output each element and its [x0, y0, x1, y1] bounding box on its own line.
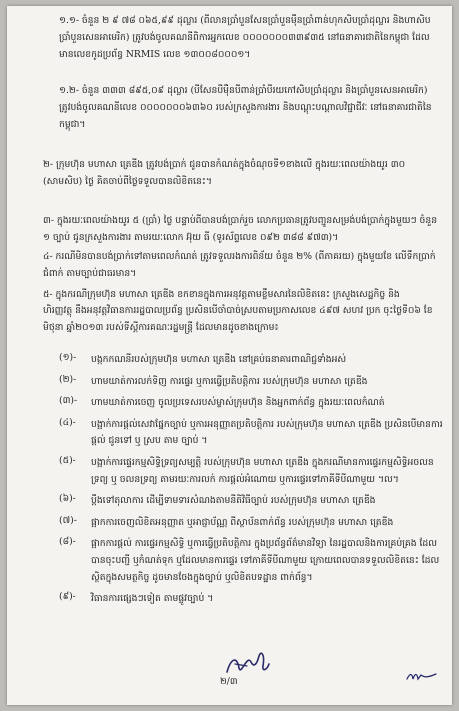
- initial-mark: [405, 669, 439, 683]
- list-item-number: (៤)-: [59, 416, 76, 428]
- list-item: [59, 374, 443, 391]
- list-item-text: វិធានការផ្សេងៗទៀត តាមផ្លូវច្បាប់ ។: [91, 593, 214, 605]
- list-item-number: (៨)-: [59, 536, 76, 548]
- measures-list: [59, 352, 443, 613]
- list-item: [59, 515, 443, 532]
- paragraph-5-cont: ហិរញ្ញវត្ថុ នឹងអនុវត្តវិធានការរដ្ឋបាលប្រព័ន្ធ ប្រសិនបើចាំបាច់ស្របតាមប្រកាសលេខ ៤៩៧ សហវ ប្រក ចុះថ្ងៃទី០៦ ខែមិថុនា ឆ្នាំ២០១៣ របស់ទីស្តីការគណៈរដ្ឋមន្ត្រី ដែលមានដូចខាងក្រោម៖: [43, 305, 433, 334]
- list-item-text: ប្តឹងទៅតុលាការ ដើម្បីទាមទារសំណងតាមនីតិវិធីច្បាប់ របស់ក្រុមហ៊ុន មហាសា ត្រេឌីង: [91, 495, 376, 507]
- list-item-number: (៥)-: [59, 454, 76, 466]
- paragraph-1-2: ១.២- ចំនួន ៣៣៣ ៨៩៥,០៩ ដុល្លារ (បីសែនបីម៉ឺនបីពាន់ប្រាំបីរយកៅសិបប្រាំដុល្លារ និងប្រាំបួនសេនអាមេរិក) ត្រូវបង់ចូលគណនីលេខ ០០០០០០០៦៣៦០ របស់ក្រសួងការងារ និងបណ្តុះបណ្តាលវិជ្ជាជីវៈ នៅធនាគារជាតិនៃកម្ពុជា។: [59, 85, 432, 131]
- list-item-number: (៦)-: [59, 493, 76, 505]
- list-item-text: ផ្អាកការចេញលិខិតអនុញ្ញាត ឬអាជ្ញាប័ណ្ណ ពីស្ថាប័នពាក់ព័ន្ធ របស់ក្រុមហ៊ុន មហាសា ត្រេឌីង: [91, 516, 394, 528]
- list-item: [59, 493, 443, 510]
- list-item: [59, 455, 443, 488]
- list-item-number: (១)-: [59, 352, 77, 363]
- list-item: [59, 591, 443, 608]
- paragraph-1-1: ១.១- ចំនួន ២ ៩ ៧៨ ០៦៥,៩៩ ដុល្លារ (ពីលានប្រាំបួនសែនប្រាំបួនម៉ឺនប្រាំពាន់ហុកសិបប្រាំដុល្លារ និងហាសិបប្រាំបួនសេនអាមេរិក) ត្រូវបង់ចូលគណនីពិការអ្នកលេខ ០០០០០០០៣៣៩៣៥ នៅធនាគារជាតិនៃកម្ពុជា ដែលមានលេខកូដប្រព័ន្ធ NRMIS លេខ ១៣០០៨០០០១។: [59, 15, 431, 61]
- list-item-text: បង្អាក់ការផ្ទេរកម្មសិទ្ធិទ្រព្យសម្បត្តិ របស់ក្រុមហ៊ុន មហាសា ត្រេឌីង ក្នុងករណីមានការផ្ទេរកម្មសិទ្ធិអចលនទ្រព្យ ឬ ចលនទ្រព្យ តាមរយៈការលក់ ការផ្តល់អំណោយ ឬការផ្ទេរទៅភាគីទីបីណាមួយ ។ល។: [91, 456, 434, 485]
- paragraph-2: ២- ក្រុមហ៊ុន មហាសា ត្រេឌីង ត្រូវបង់ប្រាក់ ជូនបានកំណត់ក្នុងចំណុចទី១ខាងលើ ក្នុងរយៈពេលយ៉ាងយូរ ៣០ (សាមសិប) ថ្ងៃ គិតចាប់ពីថ្ងៃទទួលបានលិខិតនេះ។: [43, 159, 409, 188]
- paragraph-3: ៣- ក្នុងរយៈពេលយ៉ាងយូរ ៥ (ប្រាំ) ថ្ងៃ បន្ទាប់ពីបានបង់ប្រាក់រួច លោកប្រធានត្រូវបញ្ជូនសម្រង់បង់ប្រាក់ក្នុងមួយៗ ចំនួន ១ ច្បាប់ ជូនក្រសួងការងារ តាមរយៈលោក អ៊ុយ ធី (ទូរស័ព្ទលេខ ០៩២ ៣៨៨ ៩៧៣)។: [43, 215, 440, 244]
- list-item-number: (២)-: [59, 373, 77, 385]
- list-item: [59, 417, 443, 450]
- list-item-text: ហាមឃាត់ការលក់ទិញ ការផ្ទេរ ឬការធ្វើប្រតិបត្តិការ របស់ក្រុមហ៊ុន មហាសា ត្រេឌីង: [91, 375, 368, 387]
- list-item-number: (៧)-: [59, 514, 77, 526]
- paragraph-4: ៤- ករណីមិនបានបង់ប្រាក់ទៅតាមពេលកំណត់ ត្រូវទទួលរងការពិន័យ ចំនួន ២% (ពីភាគរយ) ក្នុងមួយខែ លើទឹកប្រាក់ជំពាក់ តាមច្បាប់ជាធរមាន។: [43, 251, 436, 280]
- paragraph-5: ៥- ក្នុងករណីក្រុមហ៊ុន មហាសា ត្រេឌីង ខកខានក្នុងការអនុវត្តតាមខ្លឹមសារនៃលិខិតនេះ ក្រសួងសេដ្ឋកិច្ច និង: [43, 289, 400, 300]
- list-item: [59, 352, 443, 369]
- list-item: [59, 395, 443, 412]
- list-item-text: បង្កកកណនីរបស់ក្រុមហ៊ុន មហាសា ត្រេឌីង នៅគ្រប់ធនាគារពាណិជ្ជទាំងអស់: [91, 354, 347, 365]
- list-item-text: បង្អាក់ការផ្តល់សេវាផ្នែកច្បាប់ ឬការអនុញ្ញាតប្រតិបត្តិការ របស់ក្រុមហ៊ុន មហាសា ត្រេឌីង ប្រសិនបើមានការផ្តល់ ជូនទៅ ឬ ស្រប តាម ច្បាប់ ។: [91, 418, 443, 447]
- list-item-number: (៣)-: [59, 395, 78, 407]
- list-item-text: ហាមឃាត់ការចេញ ចូលប្រទេសរបស់ម្ចាស់ក្រុមហ៊ុន និងអ្នកពាក់ព័ន្ធ ក្នុងរយៈពេលកំណត់: [91, 397, 385, 409]
- list-item: [59, 536, 443, 586]
- list-item-number: (៩)-: [59, 591, 76, 603]
- document-page: [7, 6, 452, 705]
- page-number: ២/៣: [220, 677, 238, 687]
- list-item-text: ផ្អាកការផ្តល់ ការផ្ទេរកម្មសិទ្ធិ ឬការធ្វើប្រតិបត្តិការ ក្នុងប្រព័ន្ធព័ត៌មានវិទ្យា នៃរដ្ឋបាលនិងការគ្រប់គ្រង ដែលបានចុះបញ្ជី ឬកំណត់ទុក ឬដែលមានការផ្ទេរ ទៅភាគីទីបីណាមួយ ក្រោយពេលបានទទួលលិខិតនេះ ដែលស្ថិតក្នុងសមត្ថកិច្ច ដូចមានចែងក្នុងច្បាប់ ឬលិខិតបទដ្ឋាន ពាក់ព័ន្ធ។: [91, 538, 440, 583]
